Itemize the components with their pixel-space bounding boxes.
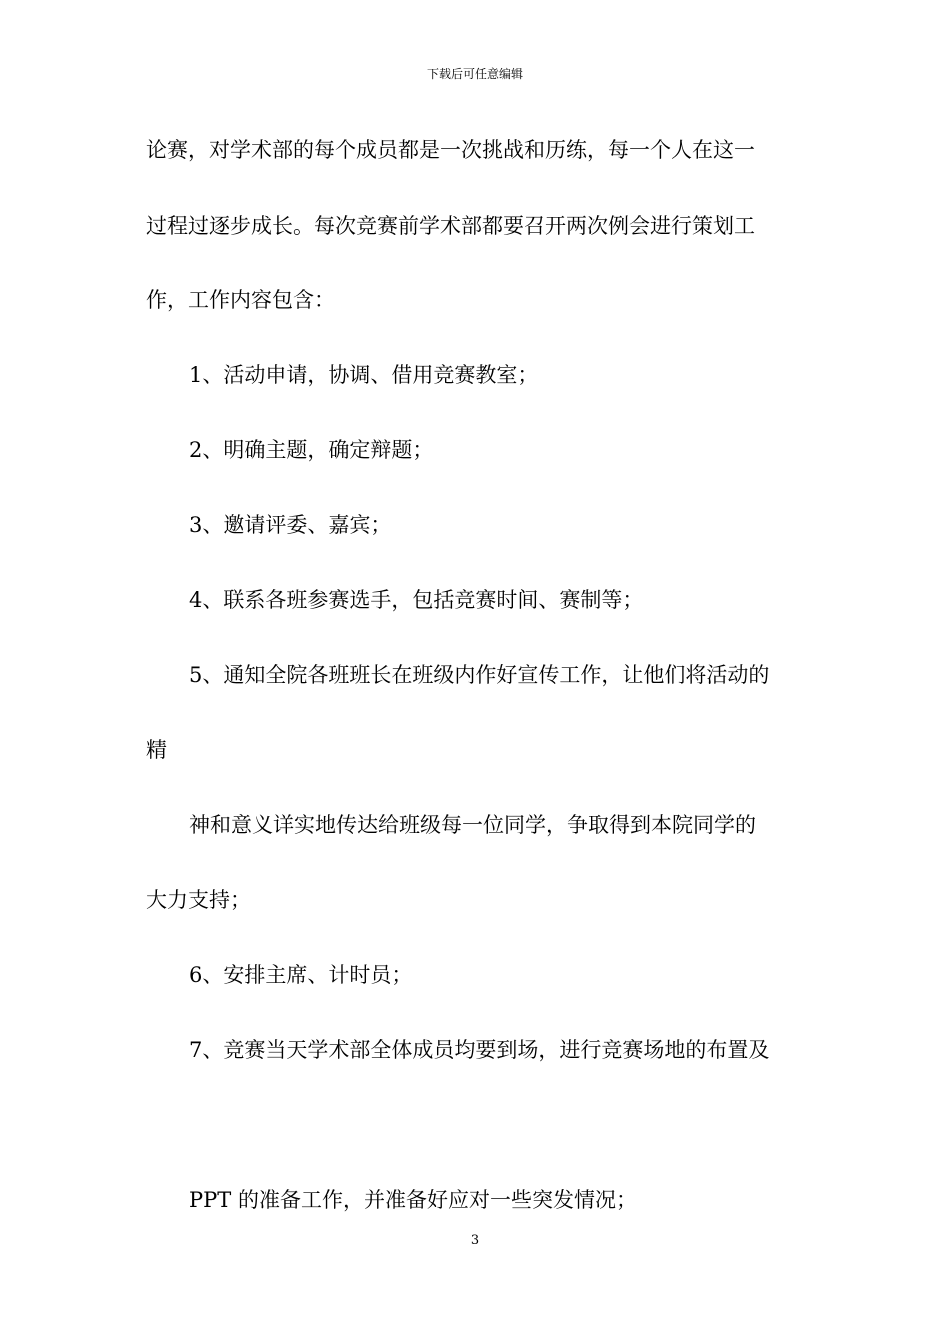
list-item-5: 5、通知全院各班班长在班级内作好宣传工作，让他们将活动的 xyxy=(189,663,770,687)
page-header: 下载后可任意编辑 xyxy=(426,67,523,81)
paragraph-line: 过程过逐步成长。每次竞赛前学术部都要召开两次例会进行策划工 xyxy=(146,214,755,238)
list-item-6: 6、安排主席、计时员； xyxy=(189,963,413,987)
list-item-4: 4、联系各班参赛选手，包括竞赛时间、赛制等； xyxy=(189,588,644,612)
list-item-7: 7、竞赛当天学术部全体成员均要到场，进行竞赛场地的布置及 xyxy=(189,1038,770,1062)
list-item-5-continued: 神和意义详实地传达给班级每一位同学，争取得到本院同学的 xyxy=(189,813,756,837)
list-item-5-continued: 精 xyxy=(146,738,167,762)
list-item-3: 3、邀请评委、嘉宾； xyxy=(189,513,392,537)
list-item-1: 1、活动申请，协调、借用竞赛教室； xyxy=(189,363,539,387)
list-item-2: 2、明确主题，确定辩题； xyxy=(189,438,434,462)
paragraph-line: 论赛，对学术部的每个成员都是一次挑战和历练，每一个人在这一 xyxy=(146,138,755,162)
list-item-5-continued: 大力支持； xyxy=(146,888,251,912)
page-number: 3 xyxy=(470,1233,480,1248)
list-item-7-continued: PPT 的准备工作，并准备好应对一些突发情况； xyxy=(189,1188,637,1212)
paragraph-line: 作，工作内容包含： xyxy=(146,288,335,312)
